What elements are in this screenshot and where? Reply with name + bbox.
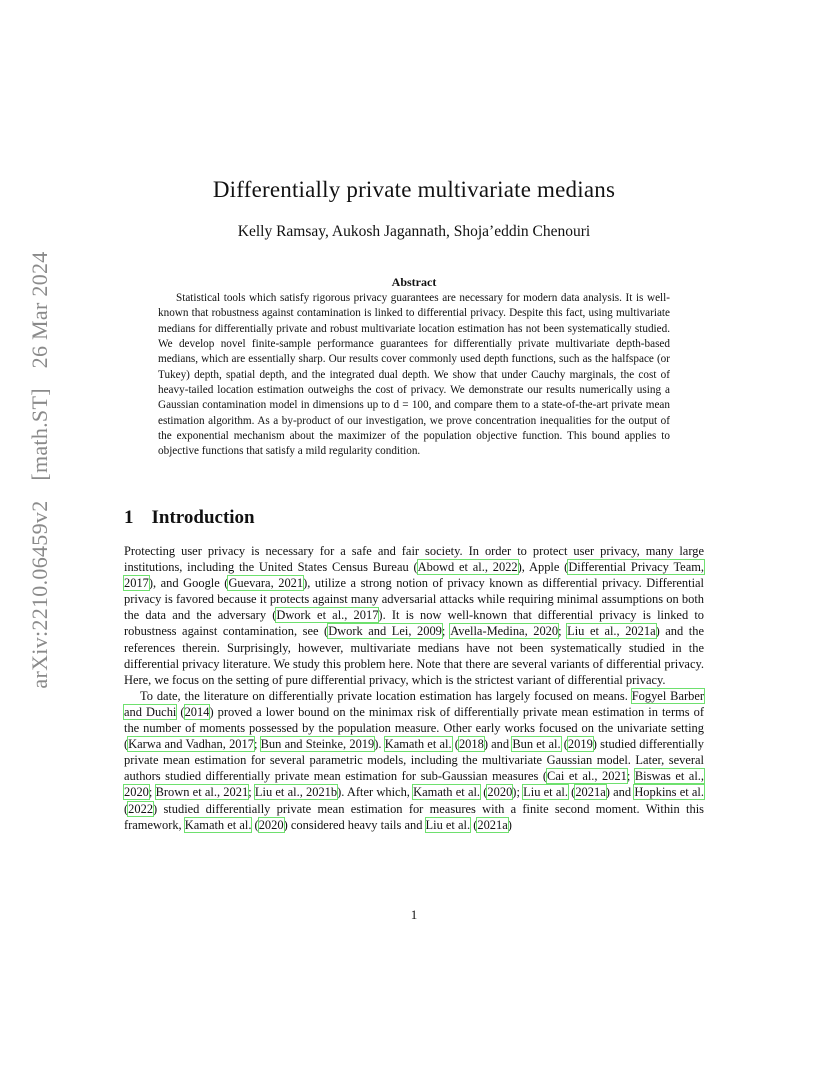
paragraph-text: (	[451, 737, 459, 752]
citation-link[interactable]: 2014	[184, 704, 210, 719]
paragraph-text: ). It is now well-known that differential privacy is linked to robustness against contamination, see (	[124, 608, 705, 639]
abstract-heading: Abstract	[391, 275, 437, 289]
citation-link[interactable]: 2020	[258, 817, 284, 832]
arxiv-category: [math.ST]	[27, 388, 52, 481]
section-heading	[124, 507, 255, 529]
paragraph-text: (	[560, 737, 568, 752]
paragraph-text: ;	[248, 785, 255, 800]
citation-link[interactable]: 2018	[458, 737, 484, 752]
citation-link[interactable]: Avella-Medina, 2020	[450, 624, 559, 639]
citation-link[interactable]: Kamath et al.	[413, 785, 481, 800]
citation-link[interactable]: Cai et al., 2021	[547, 769, 627, 784]
citation-link[interactable]: Dwork and Lei, 2009	[328, 624, 442, 639]
paragraph-text: );	[512, 785, 524, 800]
arxiv-id: arXiv:2210.06459v2	[27, 500, 52, 689]
citation-link[interactable]: Guevara, 2021	[228, 576, 304, 591]
paragraph-text: (	[567, 785, 576, 800]
citation-link[interactable]: Liu et al., 2021b	[254, 785, 338, 800]
paragraph-text: (	[251, 817, 259, 832]
paragraph-text: ) studied differentially private mean estimation for measures with a finite second moment. Within this framework,	[124, 801, 704, 832]
citation-link[interactable]: Kamath et al.	[184, 817, 252, 832]
paragraph-text: Protecting user privacy is necessary for a safe and fair society. In order to protect user privacy, many large institutions, including the United States Census Bureau (	[124, 544, 704, 575]
citation-link[interactable]: 2020	[487, 785, 513, 800]
arxiv-date: 26 Mar 2024	[27, 251, 52, 369]
citation-link[interactable]: Liu et al.	[523, 785, 568, 800]
paragraph-text: ), utilize a strong notion of privacy known as differential privacy. Differential privacy is favored because it protects against many adversarial attacks while requiring minimal assumptions on both the data and the adversary (	[124, 576, 705, 623]
citation-link[interactable]: 2019	[567, 737, 593, 752]
paragraph-text: ), Apple (	[517, 560, 569, 575]
citation-link[interactable]: 2021a	[575, 785, 606, 800]
paragraph-text: ), and Google (	[148, 576, 229, 591]
paper-title: Differentially private multivariate medians	[212, 177, 616, 202]
paragraph-text: ).	[374, 737, 385, 752]
citation-link[interactable]: Liu et al.	[425, 817, 471, 832]
abstract-text: Statistical tools which satisfy rigorous privacy guarantees are necessary for modern data analysis. It is well-known that robustness against contamination is linked to differential privacy. Despite this fact, using multivariate medians for differentially private and robust multivariate location estimation has not been systematically studied. We develop novel finite-sample performance guarantees for differentially private multivariate depth-based medians, which are essentially sharp. Our results cover commonly used depth functions, such as the halfspace (or Tukey) depth, spatial depth, and the integrated dual depth. We show that under Cauchy marginals, the cost of heavy-tailed location estimation outweighs the cost of privacy. We demonstrate our results numerically using a Gaussian contamination model in dimensions up to d = 100, and compare them to a state-of-the-art private mean estimation algorithm. As a by-product of our investigation, we prove concentration inequalities for the output of the exponential mechanism about the maximizer of the population objective function. This bound applies to objective functions that satisfy a mild regularity condition.	[158, 292, 670, 458]
citation-link[interactable]: 2021a	[477, 817, 508, 832]
section-number: 1	[124, 507, 134, 528]
paragraph-text: To date, the literature on differentially private location estimation has largely focused on means.	[140, 688, 632, 703]
paragraph-text: ) and	[605, 785, 635, 800]
citation-link[interactable]: Differential Privacy Team, 2017	[124, 560, 705, 591]
paragraph-text: ;	[441, 624, 451, 639]
paragraph-text: )	[507, 817, 512, 832]
paragraph-text: ) considered heavy tails and	[283, 817, 426, 832]
paragraph-text: ;	[558, 624, 568, 639]
paragraph-text: ) studied differentially private mean estimation for several parametric models, including the multivariate Gaussian model. Later, several authors studied differentially private mean estimation for sub-Gaussian measures (	[124, 737, 704, 784]
paragraph-text: (	[480, 785, 488, 800]
section-title: Introduction	[151, 507, 255, 528]
paragraph-text: (	[124, 801, 129, 816]
citation-link[interactable]: Bun et al.	[512, 737, 561, 752]
citation-link[interactable]: Kamath et al.	[384, 737, 452, 752]
citation-link[interactable]: Abowd et al., 2022	[417, 560, 518, 575]
paragraph	[124, 688, 704, 833]
page-number: 1	[410, 907, 418, 922]
paragraph-text: ) proved a lower bound on the minimax risk of differentially private mean estimation in terms of the number of moments possessed by the population measure. Other early works focused on the univariate setting (	[124, 704, 704, 752]
paragraph-text: (	[176, 704, 185, 719]
citation-link[interactable]: Fogyel Barber and Duchi	[124, 688, 704, 719]
paragraph-text: ;	[626, 769, 635, 784]
citation-link[interactable]: Biswas et al., 2020	[124, 769, 704, 800]
citation-link[interactable]: Brown et al., 2021	[155, 785, 249, 800]
citation-link[interactable]: Bun and Steinke, 2019	[260, 737, 375, 752]
citation-link[interactable]: Liu et al., 2021a	[567, 624, 656, 639]
citation-link[interactable]: Dwork et al., 2017	[276, 608, 379, 623]
paper-authors: Kelly Ramsay, Aukosh Jagannath, Shoja’eddin Chenouri	[237, 223, 591, 240]
arxiv-identifier-stamp	[27, 251, 53, 688]
paragraph	[124, 543, 704, 688]
citation-link[interactable]: 2022	[128, 801, 154, 816]
citation-link[interactable]: Hopkins et al.	[634, 785, 704, 800]
citation-link[interactable]: Karwa and Vadhan, 2017	[128, 737, 254, 752]
paragraph-text: ) and	[483, 737, 513, 752]
body-text	[124, 543, 704, 833]
paragraph-text: ;	[253, 737, 261, 752]
paragraph-text: ) and the references therein. Surprisingly, however, multivariate medians have not been systematically studied in the differential privacy literature. We study this problem here. Note that there are several variants of differential privacy. Here, we focus on the setting of pure differential privacy, which is the strictest variant of differential privacy.	[124, 624, 704, 687]
paragraph-text: (	[470, 817, 478, 832]
paragraph-text: ). After which,	[337, 785, 414, 800]
paragraph-text: ;	[148, 785, 156, 800]
